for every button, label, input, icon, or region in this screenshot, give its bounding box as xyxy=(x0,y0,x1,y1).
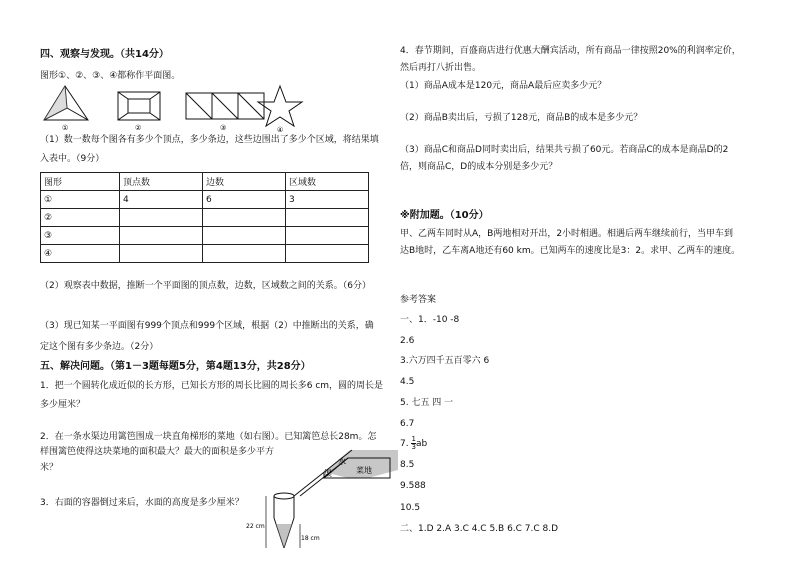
problem-1-line2: 多少厘米？ xyxy=(40,400,86,410)
table-cell xyxy=(203,245,286,263)
answer-item: 6.7 xyxy=(400,419,415,429)
figure-2-nested-rectangles xyxy=(118,92,160,120)
section-4-intro: 图形①、②、③、④都称作平面图。 xyxy=(40,71,181,81)
dimension-18cm: 18 cm xyxy=(301,535,320,542)
figure-label-qu: 渠 xyxy=(324,469,332,478)
problem-1-line1: 1．把一个圆转化成近似的长方形，已知长方形的周长比圆的周长多6 cm，圆的周长是 xyxy=(40,381,384,391)
problem-2-line3: 米？ xyxy=(40,463,59,473)
figure-4-star xyxy=(258,86,302,126)
problem-4-q2: （2）商品B卖出后，亏损了128元，商品B的成本是多少元？ xyxy=(400,113,643,123)
results-table xyxy=(40,172,369,263)
figure-label-caidi: 菜地 xyxy=(356,466,372,475)
table-row xyxy=(41,191,369,209)
table-row xyxy=(41,227,369,245)
table-header-row xyxy=(41,173,369,191)
problem-4-q3-line1: （3）商品C和商品D同时卖出后，结果共亏损了60元。若商品C的成本是商品D的2 xyxy=(400,145,729,155)
problem-4-line1: 4．春节期间，百盛商店进行优惠大酬宾活动，所有商品一律按照20%的利润率定价， xyxy=(400,46,741,56)
fraction-numerator: 1 xyxy=(411,435,416,443)
table-cell: 3 xyxy=(286,191,369,209)
table-header: 区域数 xyxy=(286,173,369,191)
planar-figures xyxy=(40,84,300,132)
table-cell: ③ xyxy=(41,227,120,245)
table-cell xyxy=(203,227,286,245)
table-header: 顶点数 xyxy=(120,173,203,191)
problem-4-line2: 然后再打八折出售。 xyxy=(400,63,482,73)
answer-item-7 xyxy=(400,436,427,451)
table-cell xyxy=(286,227,369,245)
answer-item: 4.5 xyxy=(400,377,415,387)
figure-4-label: ④ xyxy=(277,126,284,134)
dimension-22cm: 22 cm xyxy=(246,523,265,530)
q2-text: （2）观察表中数据，推断一个平面图的顶点数，边数，区域数之间的关系。（6分） xyxy=(40,281,371,291)
container-figure xyxy=(246,490,320,552)
answer-item: 9.588 xyxy=(400,481,426,491)
problem-4-q1: （1）商品A成本是120元，商品A最后应卖多少元？ xyxy=(400,81,607,91)
q3-text-line1: （3）现已知某一平面图有999个顶点和999个区域，根据（2）中推断出的关系，确 xyxy=(40,321,374,331)
figure-3-label: ③ xyxy=(220,124,227,132)
table-cell xyxy=(120,227,203,245)
table-header: 边数 xyxy=(203,173,286,191)
table-cell xyxy=(120,245,203,263)
problem-2-line2: 样围篱笆使得这块菜地的面积最大？最大的面积是多少平方 xyxy=(40,447,275,457)
problem-3-text: 3．右面的容器倒过来后，水面的高度是多少厘米？ xyxy=(40,498,244,508)
figure-3-squares xyxy=(186,93,264,119)
figure-label-shui: 水 xyxy=(338,457,346,466)
answer-item: 10.5 xyxy=(400,503,421,513)
answer-7-prefix: 7. xyxy=(400,439,409,449)
answers-title: 参考答案 xyxy=(400,295,437,305)
answer-item: 一、1．-10 -8 xyxy=(400,315,460,325)
problem-2-line1: 2．在一条水渠边用篱笆围成一块直角梯形的菜地（如右图）。已知篱笆总长28m。怎 xyxy=(40,432,377,442)
q1-text-line2: 入表中。（9分） xyxy=(40,154,105,164)
answer-7-suffix: ab xyxy=(415,439,428,449)
figure-2-label: ② xyxy=(135,124,142,132)
table-cell: ④ xyxy=(41,245,120,263)
table-cell: ① xyxy=(41,191,120,209)
canal-plot-figure xyxy=(290,448,400,496)
answer-item: 2.6 xyxy=(400,336,415,346)
table-row xyxy=(41,209,369,227)
table-cell xyxy=(286,209,369,227)
extra-title: ※附加题。（10分） xyxy=(400,210,489,221)
table-cell xyxy=(203,209,286,227)
table-cell: 4 xyxy=(120,191,203,209)
table-header: 图形 xyxy=(41,173,120,191)
figure-1-triangle xyxy=(44,86,88,120)
figure-1-label: ① xyxy=(62,124,69,132)
extra-line1: 甲、乙两车同时从A，B两地相对开出，2小时相遇。相遇后两车继续前行，当甲车到 xyxy=(400,229,734,239)
answer-item: 8.5 xyxy=(400,460,415,470)
answer-item: 5. 七五 四 一 xyxy=(400,398,454,408)
fraction-denominator: 3 xyxy=(411,443,416,451)
extra-line2: 达B地时，乙车离A地还有60 km。已知两车的速度比是3：2。求甲、乙两车的速度。 xyxy=(400,246,741,256)
problem-4-q3-line2: 倍，则商品C，D的成本分别是多少元？ xyxy=(400,162,558,172)
table-cell: 6 xyxy=(203,191,286,209)
section-4-title: 四、观察与发现。（共14分） xyxy=(40,49,169,60)
q1-text-line1: （1）数一数每个图各有多少个顶点，多少条边，这些边围出了多少个区域，将结果填 xyxy=(40,135,379,145)
section-5-title: 五、解决问题。（第1－3题每题5分，第4题13分，共28分） xyxy=(40,361,311,372)
q3-text-line2: 定这个图有多少条边。（2分） xyxy=(40,342,159,352)
table-cell: ② xyxy=(41,209,120,227)
table-cell xyxy=(286,245,369,263)
answer-item: 二、1.D 2.A 3.C 4.C 5.B 6.C 7.C 8.D xyxy=(400,524,559,534)
answer-item: 3.六万四千五百零六 6 xyxy=(400,356,490,366)
table-row xyxy=(41,245,369,263)
table-cell xyxy=(120,209,203,227)
